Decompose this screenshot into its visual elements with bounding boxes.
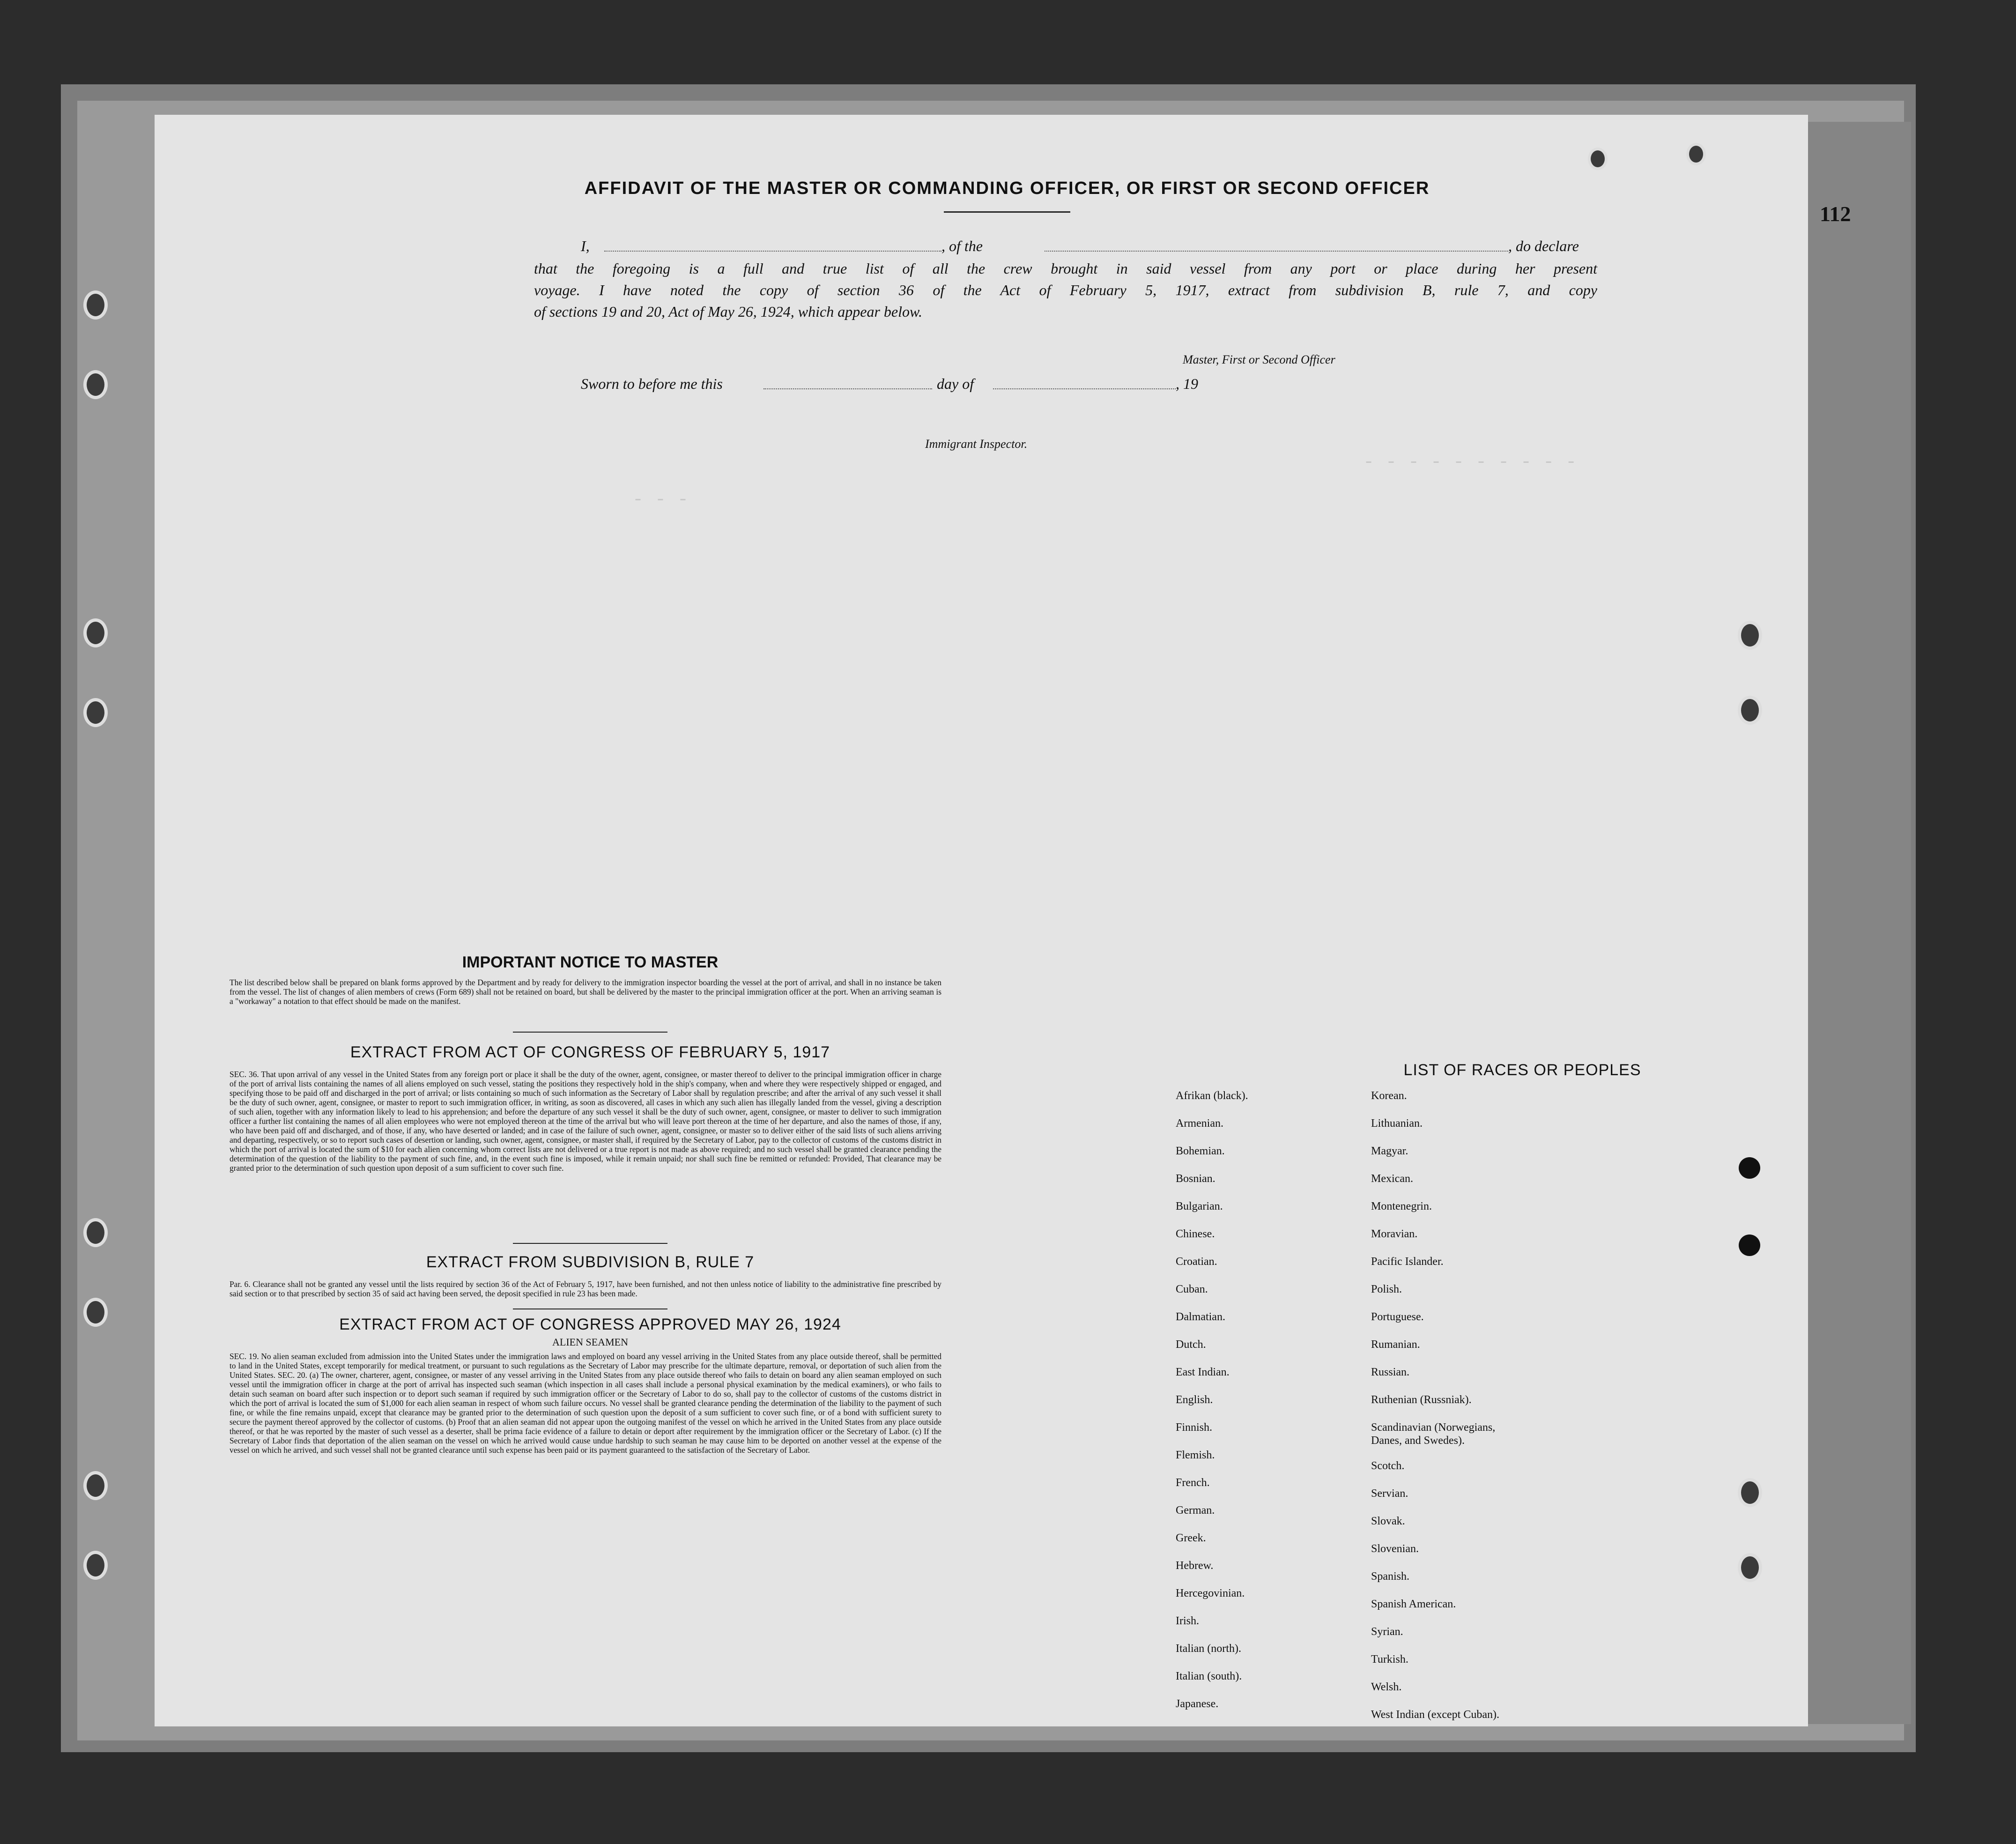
vessel-blank: [1045, 251, 1508, 252]
title-rule: [944, 211, 1070, 213]
extract-rule7-text: Par. 6. Clearance shall not be granted any vessel until the lists required by section 36 of the Act of February 5, 1917, have been furnished, and not then unless notice of liability to the administrative fine prescribed by said section or to that prescribed by section 35 of said act having been served, the deposit specified in rule 23 has been made.: [230, 1279, 941, 1298]
race-item: Portuguese.: [1371, 1311, 1424, 1323]
race-item: Afrikan (black).: [1176, 1090, 1248, 1102]
punch-hole-icon: [83, 370, 108, 399]
race-item: Italian (south).: [1176, 1670, 1242, 1682]
punch-hole-icon: [1686, 143, 1706, 165]
race-item: Dutch.: [1176, 1338, 1206, 1351]
declaration-line-3: voyage. I have noted the copy of section 36 of the Act of February 5, 1917, extract from subdivision B, rule 7, and copy: [534, 282, 1597, 298]
extract-1924-text: SEC. 19. No alien seaman excluded from admission into the United States under the immigration laws and employed on board any vessel arriving in the United States from any place outside thereof, shall be permitted to land in the United States, except temporarily for medical treatment, or pursuant to such regulations as the Secretary of Labor may prescribe for the ultimate departure, removal, or deportation of such alien from the United States. SEC. 20. (a) The owner, charterer, agent, consignee, or master of any vessel arriving in the United States from any place outside thereof who fails to detain on board any alien seaman employed on such vessel until the immigration officer in charge at the port of arrival has inspected such seaman (which inspection in all cases shall include a personal physical examination by the medical examiners), or who fails to detain such seaman on board after such inspection or to deport such seaman if required by such immigration officer or the Secretary of Labor to do so, shall pay to the collector of customs of the customs district in which the port of arrival is located the sum of $1,000 for each alien seaman in respect of whom such failure occurs. No vessel shall be granted clearance pending the determination of the liability to the payment of such fine, or while the fine remains unpaid, except that clearance may be granted prior to the determination of such question upon the deposit of a sum sufficient to cover such fine, or of a bond with sufficient surety to secure the payment thereof approved by the collector of customs. (b) Proof that an alien seaman did not appear upon the outgoing manifest of the vessel on which he arrived in the United States from any place outside thereof, or that he was reported by the master of such vessel as a deserter, shall be prima facie evidence of a failure to detain or deport after requirement by the immigration officer or the Secretary of Labor. (c) If the Secretary of Labor finds that deportation of the alien seaman on the vessel on which he arrived would cause undue hardship to such seaman he may cause him to be deported on another vessel at the expense of the vessel on which he arrived, and such vessel shall not be granted clearance until such expense has been paid or its payment guaranteed to the satisfaction of the Secretary of Labor.: [230, 1352, 941, 1455]
extract-rule7-title: EXTRACT FROM SUBDIVISION B, RULE 7: [426, 1253, 755, 1271]
sworn-label: Sworn to before me this: [581, 375, 723, 392]
punch-hole-icon: [1738, 696, 1762, 725]
notice-text: The list described below shall be prepared on blank forms approved by the Department and by ready for delivery to the immigration inspector boarding the vessel at the port of arrival, and shall in no instance be taken from the vessel. The list of changes of alien members of crews (Form 689) shall not be retained on board, but shall be delivered by the master to the principal immigration officer at the port. When an arriving seaman is a "workaway" a notation to that effect should be made on the manifest.: [230, 978, 941, 1006]
extract-1924-title: EXTRACT FROM ACT OF CONGRESS APPROVED MAY 26, 1924: [339, 1316, 841, 1333]
race-item: German.: [1176, 1504, 1215, 1517]
binding-dot-icon: [1739, 1157, 1760, 1179]
race-item: Cuban.: [1176, 1283, 1208, 1295]
name-blank: [604, 251, 941, 252]
punch-hole-icon: [1588, 148, 1608, 170]
race-item: Korean.: [1371, 1090, 1407, 1102]
race-item: Pacific Islander.: [1371, 1256, 1444, 1268]
race-item: Italian (north).: [1176, 1643, 1241, 1655]
race-item: Ruthenian (Russniak).: [1371, 1394, 1472, 1406]
punch-hole-icon: [1738, 1553, 1762, 1582]
race-item: East Indian.: [1176, 1366, 1230, 1378]
section-rule: [513, 1032, 667, 1033]
race-item: Lithuanian.: [1371, 1117, 1423, 1130]
races-title: LIST OF RACES OR PEOPLES: [1403, 1061, 1641, 1079]
race-item: Bosnian.: [1176, 1173, 1216, 1185]
race-item: Slovak.: [1371, 1515, 1405, 1527]
race-item: French.: [1176, 1477, 1210, 1489]
declaration-line-4: of sections 19 and 20, Act of May 26, 1924, which appear below.: [534, 303, 922, 320]
race-item: Montenegrin.: [1371, 1200, 1432, 1212]
punch-hole-icon: [83, 1551, 108, 1580]
race-item: Flemish.: [1176, 1449, 1215, 1461]
extract-1924-subtitle: ALIEN SEAMEN: [552, 1336, 628, 1348]
race-item: Spanish American.: [1371, 1598, 1456, 1610]
race-item: Hercegovinian.: [1176, 1587, 1245, 1599]
declaration-of-label: , of the: [941, 238, 983, 254]
race-item: Irish.: [1176, 1615, 1199, 1627]
race-item: West Indian (except Cuban).: [1371, 1709, 1499, 1721]
race-item: Turkish.: [1371, 1653, 1408, 1666]
sheet-number: 112: [1820, 202, 1851, 226]
day-blank: [763, 388, 932, 389]
race-item: Spanish.: [1371, 1570, 1410, 1583]
race-item: Bulgarian.: [1176, 1200, 1223, 1212]
race-item: Rumanian.: [1371, 1338, 1420, 1351]
race-item: Polish.: [1371, 1283, 1402, 1295]
race-item: Syrian.: [1371, 1626, 1403, 1638]
punch-hole-icon: [83, 618, 108, 647]
month-blank: [993, 388, 1176, 389]
race-item: Mexican.: [1371, 1173, 1413, 1185]
race-item: Armenian.: [1176, 1117, 1223, 1130]
declaration-i-label: I,: [581, 238, 590, 254]
race-item: Chinese.: [1176, 1228, 1215, 1240]
punch-hole-icon: [83, 698, 108, 727]
punch-hole-icon: [1738, 621, 1762, 650]
punch-hole-icon: [83, 290, 108, 320]
binding-dot-icon: [1739, 1234, 1760, 1256]
affidavit-title: AFFIDAVIT OF THE MASTER OR COMMANDING OFFICER, OR FIRST OR SECOND OFFICER: [584, 178, 1430, 198]
declaration-declare-label: , do declare: [1508, 238, 1579, 254]
officer-label: Master, First or Second Officer: [1183, 353, 1335, 366]
race-item: Bohemian.: [1176, 1145, 1225, 1157]
race-item: Scandinavian (Norwegians, Danes, and Swedes).: [1371, 1421, 1496, 1447]
punch-hole-icon: [83, 1218, 108, 1247]
race-item: Magyar.: [1371, 1145, 1408, 1157]
race-item: Moravian.: [1371, 1228, 1418, 1240]
race-item: Welsh.: [1371, 1681, 1402, 1693]
race-item: Japanese.: [1176, 1698, 1219, 1710]
race-item: Russian.: [1371, 1366, 1410, 1378]
declaration-line-2: that the foregoing is a full and true list of all the crew brought in said vessel from any port or place during her present: [534, 260, 1597, 277]
race-item: English.: [1176, 1394, 1213, 1406]
race-item: Slovenian.: [1371, 1543, 1419, 1555]
bleed-through-text: - - -: [632, 490, 689, 511]
year-label: , 19: [1176, 375, 1198, 392]
punch-hole-icon: [1738, 1478, 1762, 1507]
section-rule: [513, 1243, 667, 1244]
extract-1917-title: EXTRACT FROM ACT OF CONGRESS OF FEBRUARY 5, 1917: [350, 1043, 830, 1061]
bleed-through-text: - - - - - - - - - -: [1363, 452, 1577, 473]
race-item: Scotch.: [1371, 1460, 1405, 1472]
extract-1917-text: SEC. 36. That upon arrival of any vessel in the United States from any foreign port or place it shall be the duty of the owner, agent, consignee, or master thereof to deliver to the principal immigration officer in charge of the port of arrival lists containing the names of all aliens employed on such vessel, stating the positions they respectively hold in the ship's company, when and where they were respectively shipped or engaged, and specifying those to be paid off and discharged in the port of arrival; or lists containing so much of such information as the Secretary of Labor shall by regulation prescribe; and after the arrival of any such vessel it shall be the duty of such owner, agent, consignee, or master to report to such immigration officer, in writing, as soon as discovered, all cases in which any such alien has illegally landed from the vessel, giving a description of such alien, together with any information likely to lead to his apprehension; and before the departure of any such vessel it shall be the duty of such owner, agent, consignee, or master to deliver to such immigration officer a further list containing the names of all alien employees who were not employed thereon at the time of the arrival but who will leave port thereon at the time of her departure, and also the names of those, if any, who have been paid off and discharged, and of those, if any, who have deserted or landed; and in case of the failure of such owner, agent, consignee, or master so to deliver either of the said lists of such aliens arriving and departing, respectively, or so to report such cases of desertion or landing, such owner, agent, consignee, or master shall, if required by the Secretary of Labor, pay to the collector of customs of the customs district in which the port of arrival is located the sum of $10 for each alien concerning whom correct lists are not delivered or a true report is not made as above required; and no such vessel shall be granted clearance pending the determination of the question of the liability to the payment of such fine, and, in the event such fine is imposed, while it remain unpaid; nor shall such fine be remitted or refunded: Provided, That clearance may be granted prior to the determination of such question upon deposit of a sum sufficient to cover such fine.: [230, 1070, 941, 1173]
punch-hole-icon: [83, 1471, 108, 1500]
race-item: Finnish.: [1176, 1421, 1213, 1434]
day-of-label: day of: [937, 375, 974, 392]
manifest-page: [155, 115, 1808, 1726]
race-item: Greek.: [1176, 1532, 1206, 1544]
race-item: Croatian.: [1176, 1256, 1217, 1268]
race-item: Hebrew.: [1176, 1560, 1214, 1572]
inspector-label: Immigrant Inspector.: [925, 437, 1028, 451]
punch-hole-icon: [83, 1298, 108, 1327]
race-item: Dalmatian.: [1176, 1311, 1225, 1323]
notice-title: IMPORTANT NOTICE TO MASTER: [462, 953, 719, 971]
race-item: Servian.: [1371, 1487, 1408, 1500]
